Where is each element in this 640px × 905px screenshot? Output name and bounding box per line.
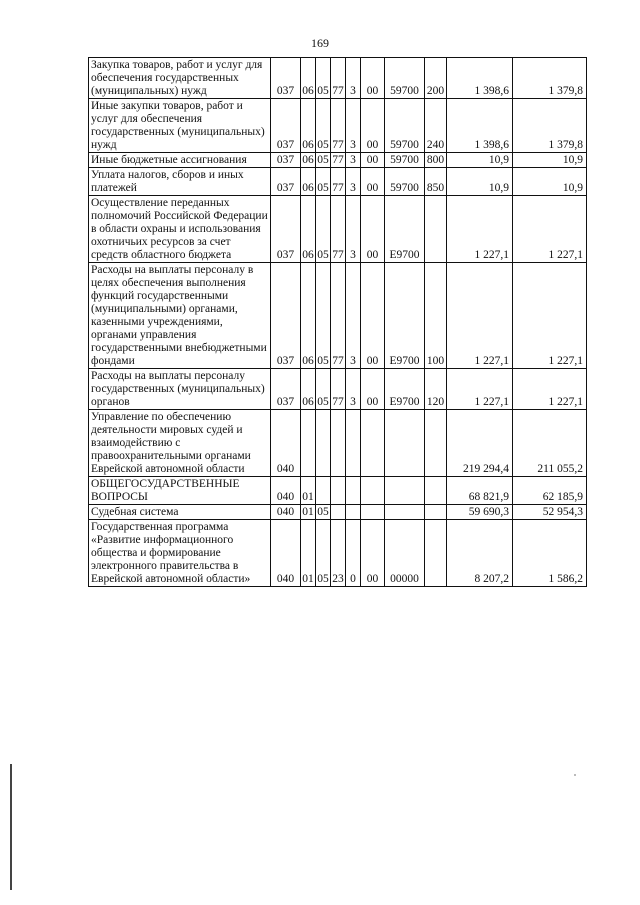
- program-code: 77: [331, 196, 346, 263]
- amount-year-1: 10,9: [447, 168, 513, 196]
- table-row: [89, 369, 587, 410]
- direction-code: [361, 410, 385, 477]
- amount-year-1: 8 207,2: [447, 520, 513, 587]
- target-item-code: [385, 505, 425, 520]
- direction-code: [361, 477, 385, 505]
- ministry-code: 037: [271, 99, 301, 153]
- direction-code: 00: [361, 263, 385, 369]
- table-row: [89, 153, 587, 168]
- subprogram-code: 3: [346, 263, 361, 369]
- target-item-code: [385, 410, 425, 477]
- subprogram-code: [346, 505, 361, 520]
- section-code: 06: [301, 168, 316, 196]
- section-code: 06: [301, 99, 316, 153]
- subsection-code: 05: [316, 99, 331, 153]
- expense-type-code: 120: [425, 369, 447, 410]
- section-code: 06: [302, 154, 314, 166]
- amount-year-2: 52 954,3: [513, 505, 587, 520]
- row-name: Иные бюджетные ассигнования: [89, 153, 271, 168]
- target-item-code: Е9700: [385, 196, 425, 263]
- program-code: 77: [331, 168, 346, 196]
- page-number: 169: [311, 36, 329, 50]
- amount-year-2: 211 055,2: [513, 410, 587, 477]
- target-item-code: Е9700: [385, 369, 425, 410]
- expense-type-code: 200: [425, 58, 447, 99]
- row-name: Расходы на выплаты персоналу государственных (муниципальных) органов: [89, 369, 271, 410]
- section-code: 06: [301, 263, 316, 369]
- amount-year-1: 219 294,4: [447, 410, 513, 477]
- amount-year-2: 1 227,1: [513, 196, 587, 263]
- amount-year-1: 1 227,1: [447, 263, 513, 369]
- amount-year-2: 10,9: [513, 168, 587, 196]
- amount-year-2: 10,9: [513, 153, 587, 168]
- table-row: [89, 410, 587, 477]
- amount-year-2: 62 185,9: [513, 477, 587, 505]
- section-code: 01: [302, 506, 314, 518]
- subsection-code: [316, 477, 331, 505]
- target-item-code: 00000: [385, 520, 425, 587]
- subprogram-code: 3: [346, 168, 361, 196]
- amount-year-2: 1 379,8: [513, 99, 587, 153]
- target-item-code: Е9700: [385, 263, 425, 369]
- amount-year-2: 1 586,2: [513, 520, 587, 587]
- expense-type-code: [425, 477, 447, 505]
- subprogram-code: 3: [346, 369, 361, 410]
- expense-type-code: 850: [425, 168, 447, 196]
- expense-type-code: [425, 505, 447, 520]
- expense-type-code: [425, 410, 447, 477]
- row-name: Управление по обеспечению деятельности мировых судей и взаимодействию с правоохранительными органами Еврейской автономной области: [89, 410, 271, 477]
- subprogram-code: 3: [346, 153, 361, 168]
- ministry-code: 037: [271, 369, 301, 410]
- table-row: [89, 58, 587, 99]
- program-code: 77: [331, 58, 346, 99]
- ministry-code: 037: [271, 196, 301, 263]
- amount-year-2: 1 227,1: [513, 263, 587, 369]
- direction-code: [361, 505, 385, 520]
- section-code: 06: [301, 369, 316, 410]
- section-code: 01: [301, 520, 316, 587]
- ministry-code: 040: [271, 520, 301, 587]
- ministry-code: 037: [271, 263, 301, 369]
- ministry-code: 037: [271, 58, 301, 99]
- budget-table: [88, 57, 587, 587]
- ministry-code: 040: [271, 505, 301, 520]
- subprogram-code: 3: [346, 196, 361, 263]
- program-code: 77: [331, 369, 346, 410]
- amount-year-1: 1 398,6: [447, 99, 513, 153]
- subprogram-code: 3: [346, 99, 361, 153]
- direction-code: 00: [361, 369, 385, 410]
- program-code: 77: [332, 154, 344, 166]
- section-code: 01: [301, 477, 316, 505]
- row-name: Расходы на выплаты персоналу в целях обеспечения выполнения функций государственными (муниципальными) органами, казенными учреждениями, органами управления государственными внебюджетными фондами: [89, 263, 271, 369]
- ministry-code: 037: [271, 153, 301, 168]
- amount-year-1: 1 227,1: [447, 369, 513, 410]
- subprogram-code: 0: [346, 520, 361, 587]
- subsection-code: [316, 410, 331, 477]
- table-row: [89, 520, 587, 587]
- subsection-code: 05: [316, 369, 331, 410]
- subprogram-code: 3: [346, 58, 361, 99]
- table-row: [89, 196, 587, 263]
- target-item-code: 59700: [385, 168, 425, 196]
- row-name: Осуществление переданных полномочий Российской Федерации в области охраны и использования охотничьих ресурсов за счет средств областного бюджета: [89, 196, 271, 263]
- program-code: [331, 477, 346, 505]
- expense-type-code: [425, 196, 447, 263]
- amount-year-1: 68 821,9: [447, 477, 513, 505]
- table-row: [89, 168, 587, 196]
- row-name: Судебная система: [89, 505, 271, 520]
- row-name: ОБЩЕГОСУДАРСТВЕННЫЕ ВОПРОСЫ: [89, 477, 271, 505]
- row-name: Закупка товаров, работ и услуг для обеспечения государственных (муниципальных) нужд: [89, 58, 271, 99]
- ministry-code: 040: [271, 410, 301, 477]
- subsection-code: 05: [316, 196, 331, 263]
- table-row: [89, 505, 587, 520]
- subsection-code: 05: [316, 263, 331, 369]
- expense-type-code: 100: [425, 263, 447, 369]
- program-code: 23: [331, 520, 346, 587]
- table-row: [89, 263, 587, 369]
- direction-code: 00: [361, 58, 385, 99]
- program-code: 77: [331, 99, 346, 153]
- expense-type-code: 800: [425, 153, 447, 168]
- subsection-code: 05: [317, 506, 329, 518]
- direction-code: 00: [361, 196, 385, 263]
- amount-year-1: 10,9: [447, 153, 513, 168]
- section-code: 06: [301, 196, 316, 263]
- program-code: [331, 505, 346, 520]
- row-name: Уплата налогов, сборов и иных платежей: [89, 168, 271, 196]
- row-name: Иные закупки товаров, работ и услуг для обеспечения государственных (муниципальных) нужд: [89, 99, 271, 153]
- program-code: 77: [331, 263, 346, 369]
- ministry-code: 040: [271, 477, 301, 505]
- direction-code: 00: [361, 168, 385, 196]
- amount-year-2: 1 379,8: [513, 58, 587, 99]
- expense-type-code: 240: [425, 99, 447, 153]
- subsection-code: 05: [316, 520, 331, 587]
- amount-year-1: 1 398,6: [447, 58, 513, 99]
- amount-year-1: 59 690,3: [447, 505, 513, 520]
- subprogram-code: [346, 410, 361, 477]
- table-row: [89, 477, 587, 505]
- amount-year-2: 1 227,1: [513, 369, 587, 410]
- direction-code: 00: [361, 520, 385, 587]
- subprogram-code: [346, 477, 361, 505]
- target-item-code: 59700: [385, 153, 425, 168]
- subsection-code: 05: [317, 154, 329, 166]
- subsection-code: 05: [316, 168, 331, 196]
- amount-year-1: 1 227,1: [447, 196, 513, 263]
- direction-code: 00: [361, 99, 385, 153]
- target-item-code: 59700: [385, 99, 425, 153]
- table-row: [89, 99, 587, 153]
- target-item-code: [385, 477, 425, 505]
- row-name: Государственная программа «Развитие информационного общества и формирование электронного правительства в Еврейской автономной области»: [89, 520, 271, 587]
- section-code: [301, 410, 316, 477]
- target-item-code: 59700: [385, 58, 425, 99]
- ministry-code: 037: [271, 168, 301, 196]
- direction-code: 00: [361, 153, 385, 168]
- expense-type-code: [425, 520, 447, 587]
- scan-edge-line: [10, 764, 12, 890]
- scan-speck: [574, 774, 576, 776]
- program-code: [331, 410, 346, 477]
- subsection-code: 05: [316, 58, 331, 99]
- section-code: 06: [301, 58, 316, 99]
